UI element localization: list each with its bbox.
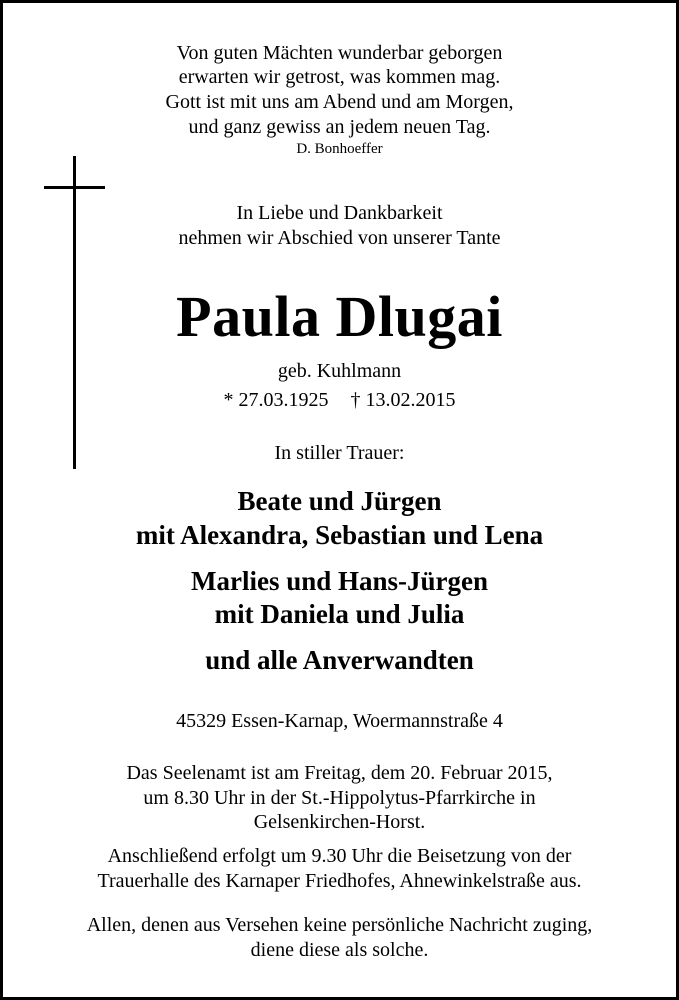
poem-line: Von guten Mächten wunderbar geborgen: [176, 42, 503, 64]
address: 45329 Essen-Karnap, Woermannstraße 4: [176, 710, 503, 732]
mourner-line: Beate und Jürgen: [237, 486, 442, 516]
burial-line: Trauerhalle des Karnaper Friedhofes, Ahnewinkelstraße aus.: [97, 870, 582, 892]
poem-line: Gott ist mit uns am Abend und am Morgen,: [165, 91, 514, 113]
mourner-line: Marlies und Hans-Jürgen: [190, 566, 489, 596]
birth-date: * 27.03.1925: [223, 389, 329, 411]
mourning-label: In stiller Trauer:: [274, 442, 405, 464]
burial-line: Anschließend erfolgt um 9.30 Uhr die Beisetzung von der: [107, 845, 572, 867]
cross-icon-bar: [44, 186, 105, 189]
poem-line: erwarten wir getrost, was kommen mag.: [178, 66, 501, 88]
closing-line: Allen, denen aus Versehen keine persönliche Nachricht zuging,: [86, 914, 593, 936]
mourner-line: mit Daniela und Julia: [214, 599, 465, 629]
birth-name: geb. Kuhlmann: [277, 360, 402, 382]
life-dates: [3, 390, 676, 410]
mourner-line: und alle Anverwandten: [205, 645, 474, 675]
poem-line: und ganz gewiss an jedem neuen Tag.: [188, 116, 491, 138]
service-line: um 8.30 Uhr in der St.-Hippolytus-Pfarrkirche in: [143, 787, 536, 809]
intro-line: In Liebe und Dankbarkeit: [236, 202, 443, 224]
poem-author: D. Bonhoeffer: [296, 141, 383, 157]
death-date: † 13.02.2015: [350, 389, 456, 411]
intro-line: nehmen wir Abschied von unserer Tante: [178, 227, 501, 249]
service-line: Das Seelenamt ist am Freitag, dem 20. Februar 2015,: [126, 762, 553, 784]
mourner-line: mit Alexandra, Sebastian und Lena: [135, 520, 544, 550]
service-line: Gelsenkirchen-Horst.: [253, 811, 426, 833]
closing-line: diene diese als solche.: [250, 939, 429, 961]
deceased-name: Paula Dlugai: [176, 284, 503, 349]
